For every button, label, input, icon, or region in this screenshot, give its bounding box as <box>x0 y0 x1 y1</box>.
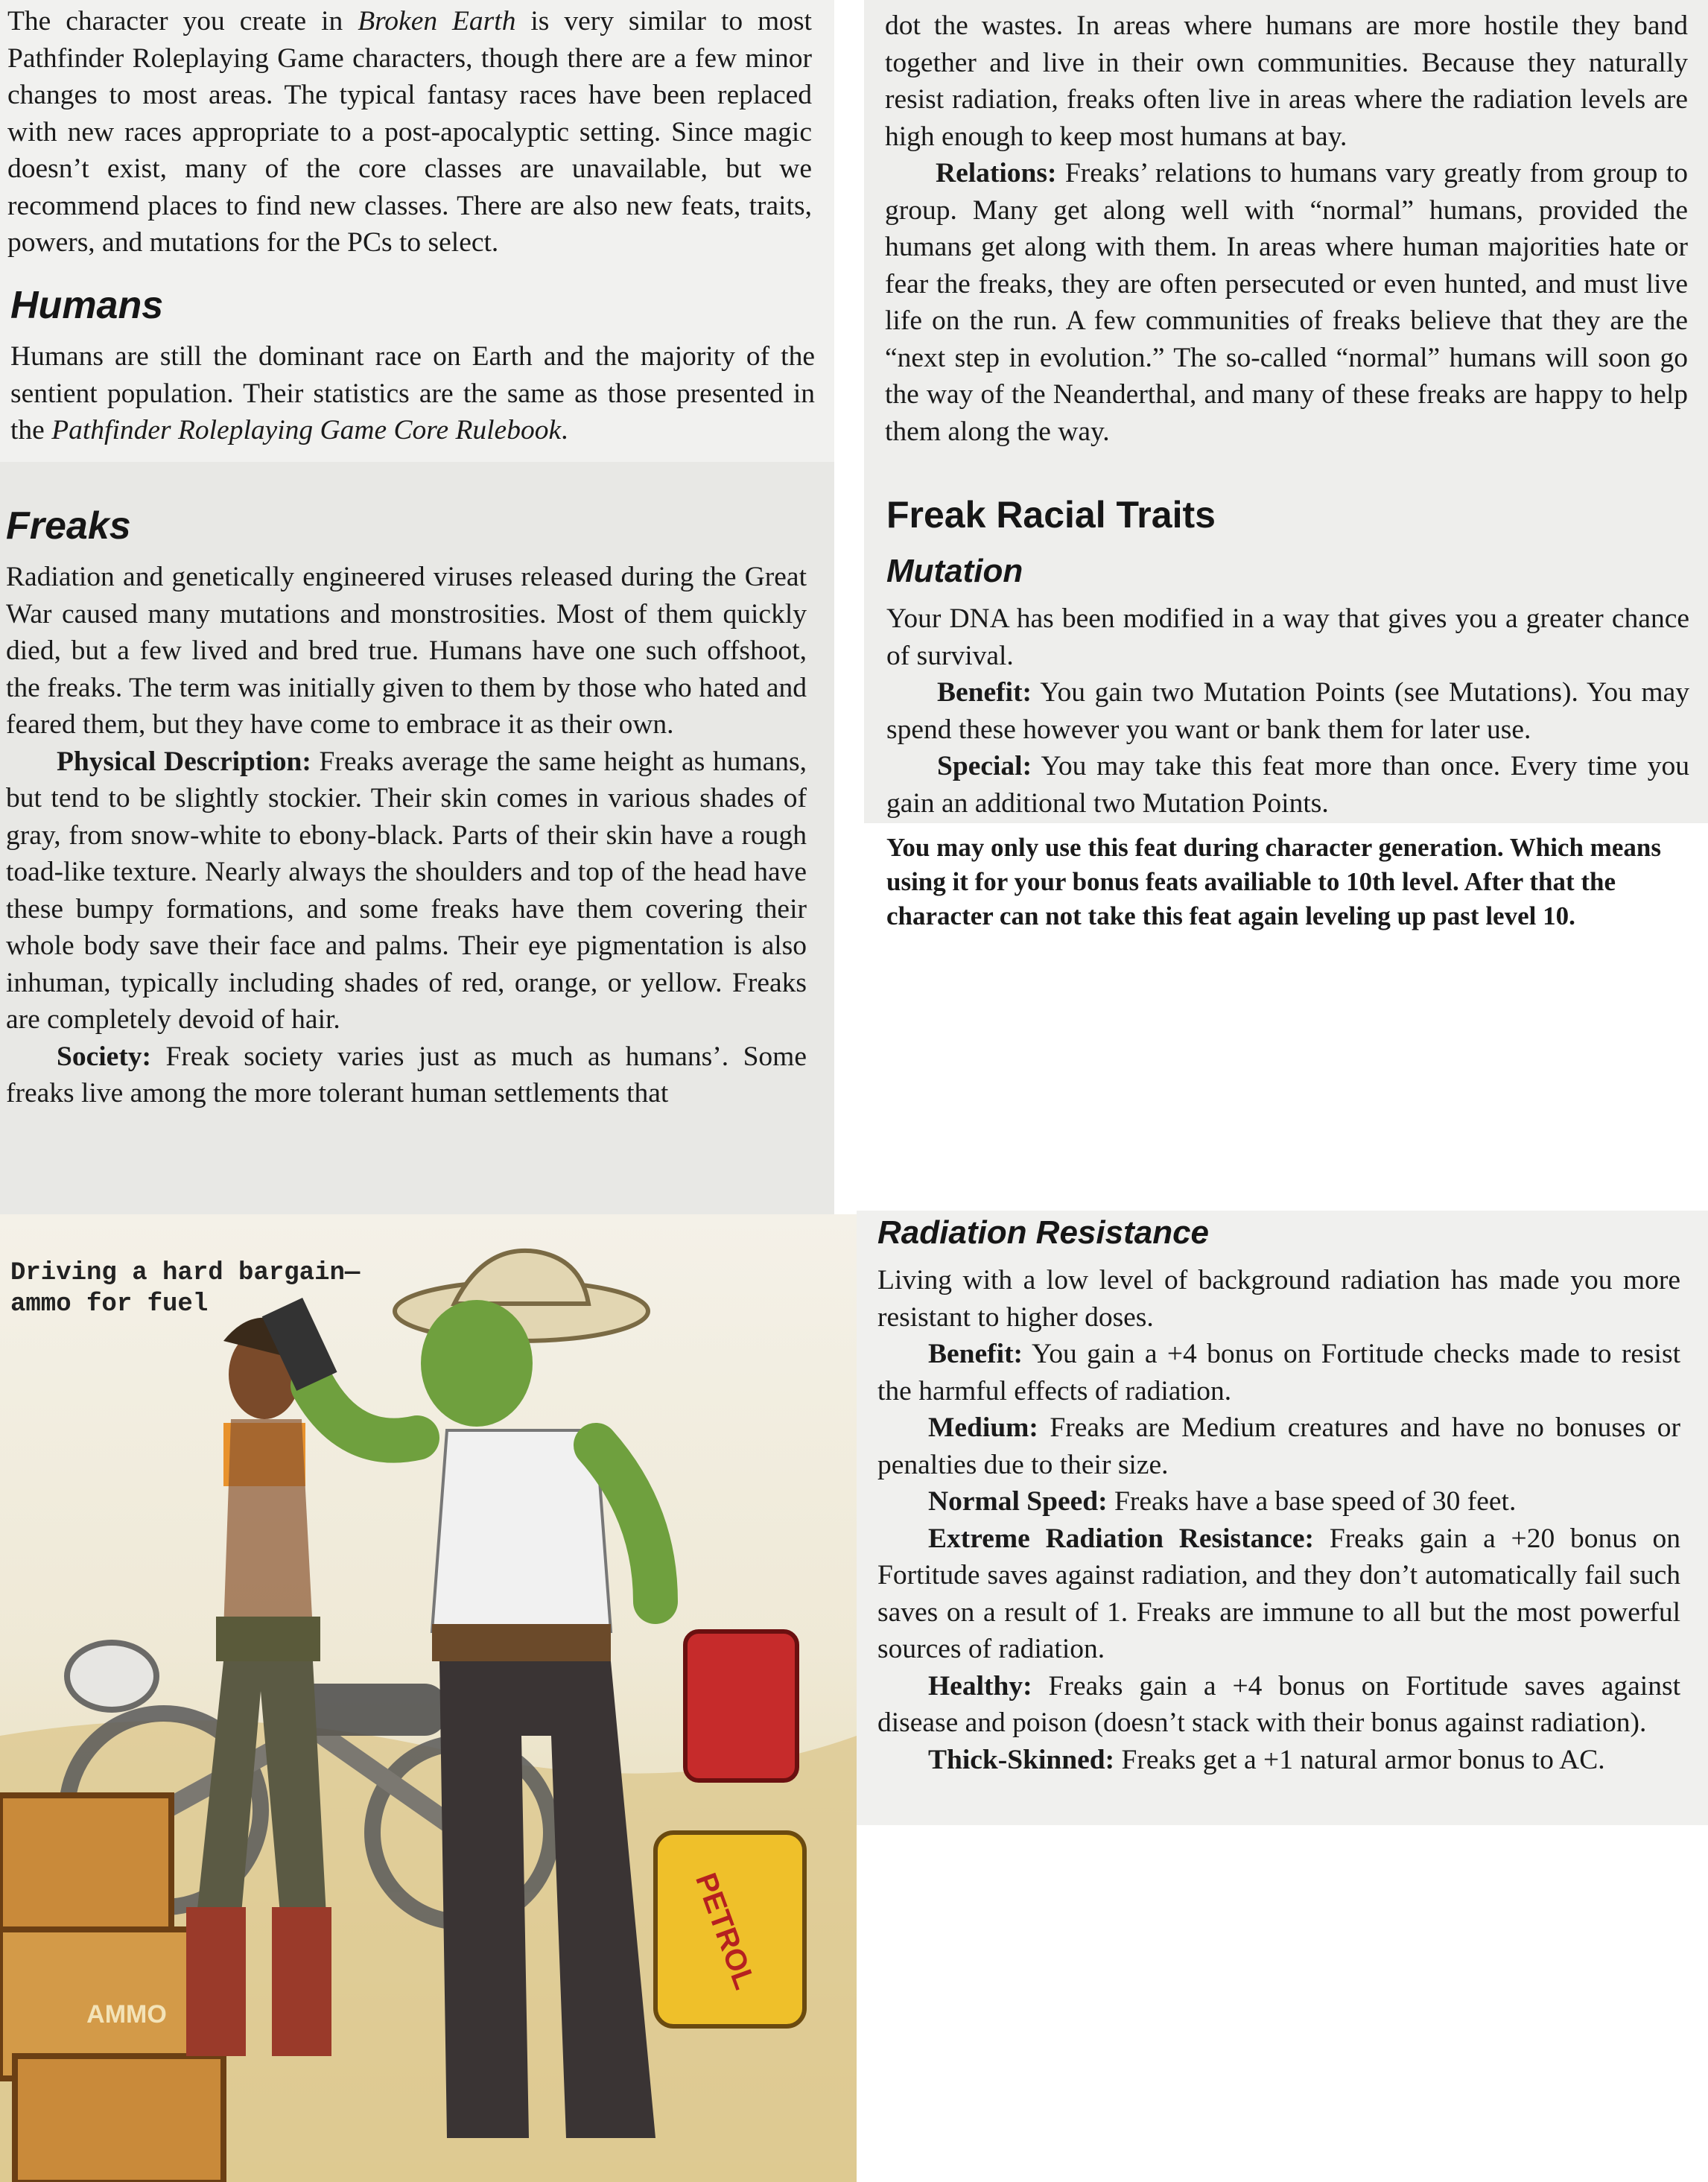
society-paragraph: Society: Freak society varies just as much as humans’. Some freaks live among the more tolerant human settlements that <box>6 1041 807 1109</box>
mutation-house-rule-note: You may only use this feat during character generation. Which means using it for your bonus feats availiable to 10th level. After that the character can not take this feat again leveling up past level 10. <box>886 833 1661 930</box>
radiation-heading: Radiation Resistance <box>877 1214 1210 1251</box>
caption-line-2: ammo for fuel <box>10 1290 209 1319</box>
society-continued-section <box>885 7 1688 450</box>
mutation-benefit-paragraph: Benefit: You gain two Mutation Points (see Mutations). You may spend these however you want or bank them for later use. <box>886 677 1689 745</box>
humans-paragraph: Humans are still the dominant race on Earth and the majority of the sentient population. Their statistics are the same as those presented in the Pathfinder Roleplaying Game Core Rulebook. <box>10 341 815 445</box>
healthy-paragraph: Healthy: Freaks gain a +4 bonus on Fortitude saves against disease and poison (doesn’t stack with their bonus against radiation). <box>877 1670 1680 1738</box>
radiation-section <box>877 1214 1680 1778</box>
intro-paragraph: The character you create in Broken Earth is very similar to most Pathfinder Roleplaying Game characters, though there are a few minor changes to most areas. The typical fantasy races have been replaced with new races appropriate to a post-apocalyptic setting. Since magic doesn’t exist, many of the core classes are unavailable, but we recommend places to find new classes. There are also new feats, traits, powers, and mutations for the PCs to select. <box>7 6 812 258</box>
physical-description-paragraph: Physical Description: Freaks average the same height as humans, but tend to be slightly stockier. Their skin comes in various shades of gray, from snow-white to ebony-black. Parts of their skin have a rough toad-like texture. Nearly always the shoulders and top of the head have these bumpy formations, and some freaks have them covering their whole body save their face and palms. Their eye pigmentation is also inhuman, typically including shades of red, orange, or yellow. Freaks are completely devoid of hair. <box>6 746 807 1035</box>
illustration-art <box>0 1214 857 2182</box>
right-blank-panel <box>857 1825 1708 2182</box>
svg-text:AMMO: AMMO <box>86 2000 167 2029</box>
radiation-benefit-paragraph: Benefit: You gain a +4 bonus on Fortitude checks made to resist the harmful effects of radiation. <box>877 1339 1680 1406</box>
humans-section <box>10 283 815 449</box>
normal-speed-paragraph: Normal Speed: Freaks have a base speed of 30 feet. <box>928 1486 1517 1517</box>
mutation-heading: Mutation <box>886 553 1023 589</box>
freaks-paragraph: Radiation and genetically engineered viruses released during the Great War caused many mutations and monstrosities. Most of them quickly died, but a few lived and bred true. Humans have one such offshoot, the freaks. The term was initially given to them by those who hated and feared them, but they have come to embrace it as their own. <box>6 562 807 740</box>
svg-text:PETROL: PETROL <box>689 1868 761 1994</box>
traits-heading: Freak Racial Traits <box>886 494 1216 536</box>
traits-section <box>886 493 1689 933</box>
caption-line-1: Driving a hard bargain— <box>10 1259 361 1287</box>
humans-heading: Humans <box>10 284 164 327</box>
illustration-caption <box>10 1257 398 1320</box>
mutation-paragraph: Your DNA has been modified in a way that gives you a greater chance of survival. <box>886 603 1689 671</box>
radiation-paragraph: Living with a low level of background radiation has made you more resistant to higher doses. <box>877 1265 1680 1333</box>
freaks-section <box>6 504 807 1112</box>
society-continued-paragraph: dot the wastes. In areas where humans are more hostile they band together and live in their own communities. Because they naturally resist radiation, freaks often live in areas where the radiation levels are high enough to keep most humans at bay. <box>885 10 1688 152</box>
illustration <box>0 1214 857 2182</box>
relations-paragraph: Relations: Freaks’ relations to humans vary greatly from group to group. Many get along well with “normal” humans, provided the humans get along with them. In areas where human majorities hate or fear the freaks, they are often persecuted or even hunted, and must live life on the run. A few communities of freaks believe that they are the “next step in evolution.” The so-called “normal” humans will soon go the way of the Neanderthal, and many of these freaks are happy to help them along the way. <box>885 158 1688 447</box>
intro-section <box>7 3 812 261</box>
extreme-radiation-paragraph: Extreme Radiation Resistance: Freaks gain a +20 bonus on Fortitude saves against radiation, and they don’t automatically fail such saves on a result of 1. Freaks are immune to all but the most powerful sources of radiation. <box>877 1523 1680 1664</box>
thick-skinned-paragraph: Thick-Skinned: Freaks get a +1 natural armor bonus to AC. <box>928 1744 1605 1775</box>
medium-paragraph: Medium: Freaks are Medium creatures and have no bonuses or penalties due to their size. <box>877 1412 1680 1480</box>
freaks-heading: Freaks <box>6 504 131 548</box>
mutation-special-paragraph: Special: You may take this feat more than once. Every time you gain an additional two Mutation Points. <box>886 751 1689 819</box>
